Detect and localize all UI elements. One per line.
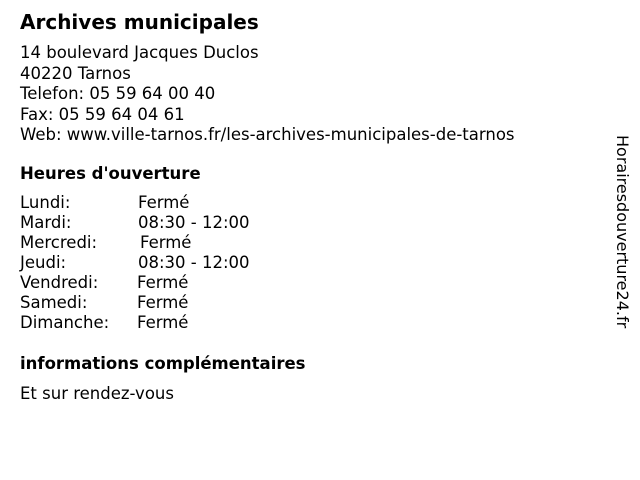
hours-row-dimanche [20,313,320,333]
additional-info-text: Et sur rendez-vous [20,384,174,403]
day-label: Lundi: [20,193,71,212]
site-watermark: Horairesdouverture24.fr [613,135,632,329]
hours-row-samedi [20,293,320,313]
day-hours: 08:30 - 12:00 [138,253,250,272]
day-hours: Fermé [137,313,189,332]
day-hours: Fermé [137,273,189,292]
day-hours: Fermé [137,293,189,312]
street-address: 14 boulevard Jacques Duclos [20,43,259,62]
city-postcode: 40220 Tarnos [20,63,131,83]
day-hours: 08:30 - 12:00 [138,213,250,232]
hours-row-lundi [20,193,320,213]
day-hours: Fermé [140,233,192,252]
day-label: Samedi: [20,293,88,312]
website: Web: www.ville-tarnos.fr/les-archives-municipales-de-tarnos [20,125,515,144]
day-label: Jeudi: [20,253,67,272]
address-block [20,43,515,146]
hours-row-mercredi [20,233,320,253]
day-label: Dimanche: [20,313,110,332]
fax-number: Fax: 05 59 64 04 61 [20,104,185,124]
day-label: Mercredi: [20,233,98,252]
phone-number: Telefon: 05 59 64 00 40 [20,84,216,103]
day-hours: Fermé [138,193,190,212]
additional-info-heading: informations complémentaires [20,354,306,373]
day-label: Vendredi: [20,273,99,292]
hours-row-mardi [20,213,320,233]
opening-hours-table [20,193,320,333]
hours-row-vendredi [20,273,320,293]
opening-hours-heading: Heures d'ouverture [20,164,201,183]
day-label: Mardi: [20,213,72,232]
hours-row-jeudi [20,253,320,273]
page-title: Archives municipales [20,10,259,34]
